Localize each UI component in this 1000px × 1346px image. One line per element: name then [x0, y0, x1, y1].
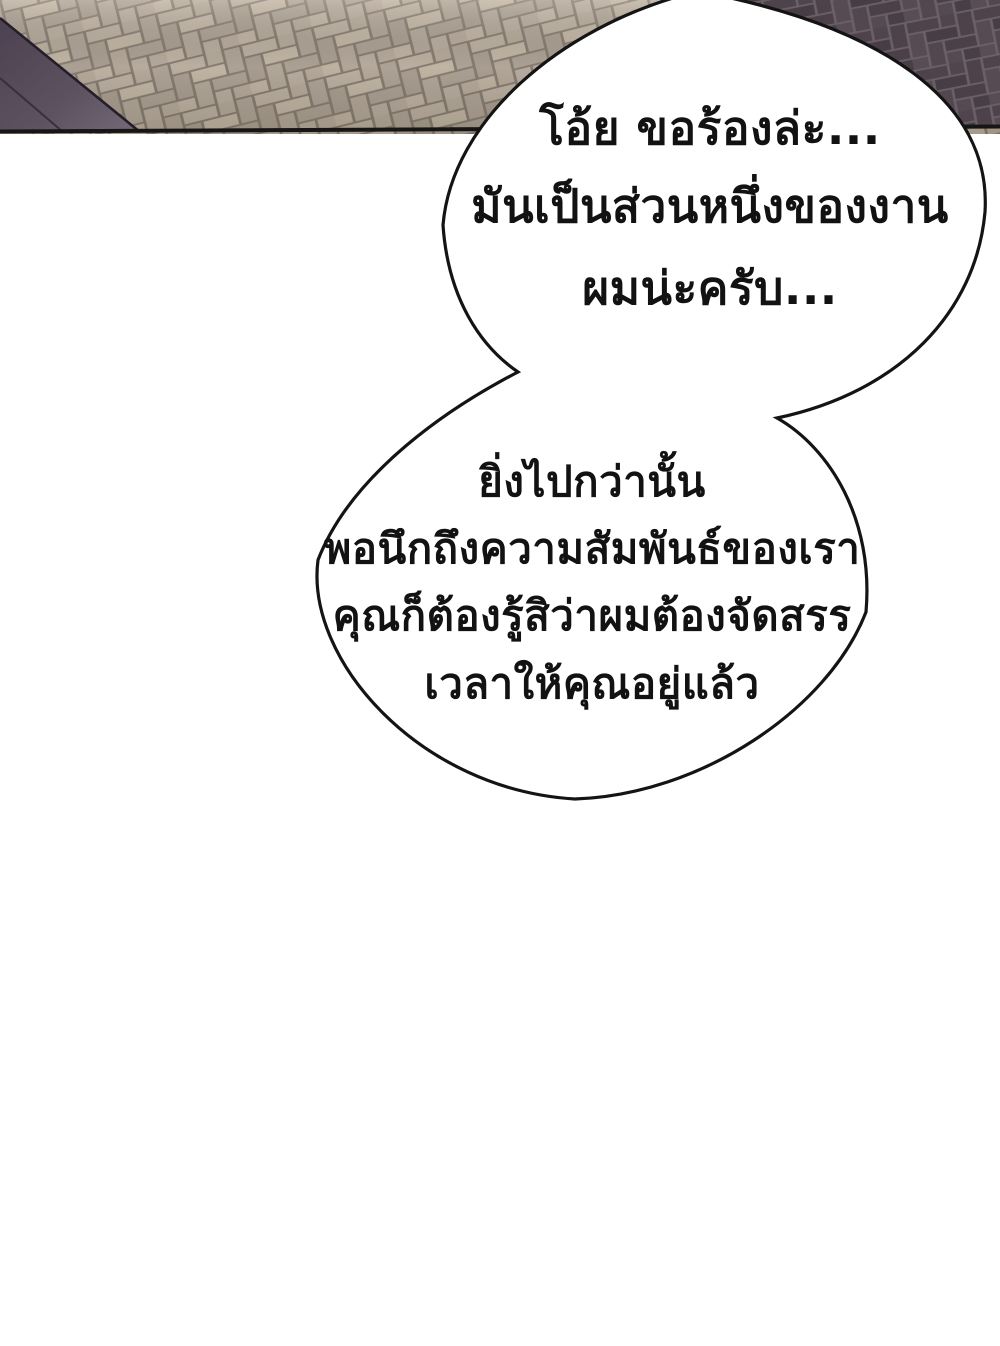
bubble1-text-line-3: ผมน่ะครับ... — [582, 261, 838, 315]
bubble2-text-line-3: คุณก็ต้องรู้สิว่าผมต้องจัดสรร — [332, 591, 852, 640]
bubble2-text-line-1: ยิ่งไปกว่านั้น — [478, 457, 706, 506]
bubble2-text-line-4: เวลาให้คุณอยู่แล้ว — [424, 659, 760, 708]
bubble1-text-line-1: โอ้ย ขอร้องล่ะ... — [539, 101, 881, 155]
bubble2-text-line-2: พอนึกถึงความสัมพันธ์ของเรา — [323, 524, 861, 573]
bubble1-text-line-2: มันเป็นส่วนหนึ่งของงาน — [471, 179, 949, 233]
